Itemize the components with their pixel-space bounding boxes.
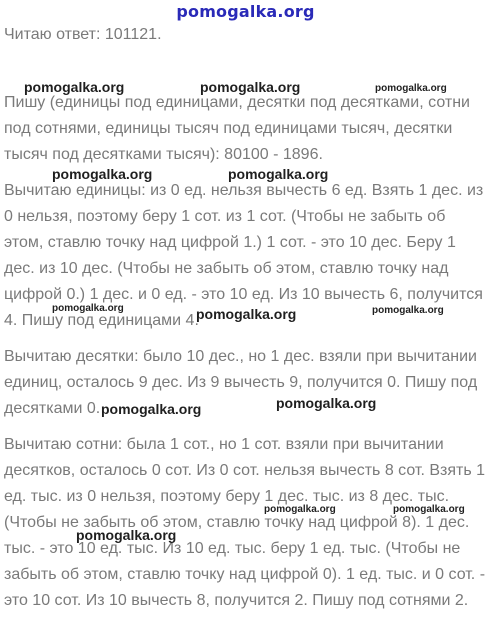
watermark-top: pomogalka.org (176, 2, 315, 21)
paragraph-subtract-units: Вычитаю единицы: из 0 ед. нельзя вычесть 6 ед. Взять 1 дес. из 0 нельзя, поэтому беру 1 сот. из 1 сот. (Чтобы не забыть об этом, ставлю точку над цифрой 1.) 1 сот. - это 10 дес. Беру 1 дес. из 10 дес. (Чтобы не забыть об этом, ставлю точку над цифрой 0.) 1 дес. и 0 ед. - это 10 ед. Из 10 вычесть 6, получится 4. Пишу под единицами 4. (4, 182, 484, 329)
paragraph-subtract-tens: Вычитаю десятки: было 10 дес., но 1 дес. взяли при вычитании единиц, осталось 9 дес. Из 9 вычесть 9, получится 0. Пишу под десятками 0. (4, 348, 478, 417)
paragraph-subtract-hundreds: Вычитаю сотни: была 1 сот., но 1 сот. взяли при вычитании десятков, осталось 0 сот. Из 0 сот. нельзя вычесть 8 сот. Взять 1 ед. тыс. из 0 нельзя, поэтому беру 1 дес. тыс. из 8 дес. тыс. (Чтобы не забыть об этом, ставлю точку над цифрой 8). 1 дес. тыс. - это 10 ед. тыс. Из 10 ед. тыс. беру 1 ед. тыс. (Чтобы не забыть об этом, ставлю точку над цифрой 0). 1 ед. тыс. и 0 сот. - это 10 сот. Из 10 вычесть 8, получится 2. Пишу под сотнями 2. (4, 436, 486, 609)
watermark: pomogalka.org (393, 504, 465, 515)
watermark: pomogalka.org (76, 527, 177, 543)
watermark: pomogalka.org (52, 303, 124, 314)
paragraph-read-answer: Читаю ответ: 101121. (4, 26, 162, 43)
watermark: pomogalka.org (264, 504, 336, 515)
watermark: pomogalka.org (276, 395, 377, 411)
watermark: pomogalka.org (196, 306, 297, 322)
watermark: pomogalka.org (375, 83, 447, 94)
paragraph-write-columns: Пишу (единицы под единицами, десятки под десятками, сотни под сотнями, единицы тысяч под единицами тысяч, десятки тысяч под десятками тысяч): 80100 - 1896. (4, 94, 470, 163)
watermark: pomogalka.org (52, 166, 153, 182)
watermark: pomogalka.org (24, 79, 125, 95)
watermark: pomogalka.org (101, 401, 202, 417)
watermark: pomogalka.org (200, 79, 301, 95)
watermark: pomogalka.org (372, 305, 444, 316)
watermark: pomogalka.org (228, 166, 329, 182)
